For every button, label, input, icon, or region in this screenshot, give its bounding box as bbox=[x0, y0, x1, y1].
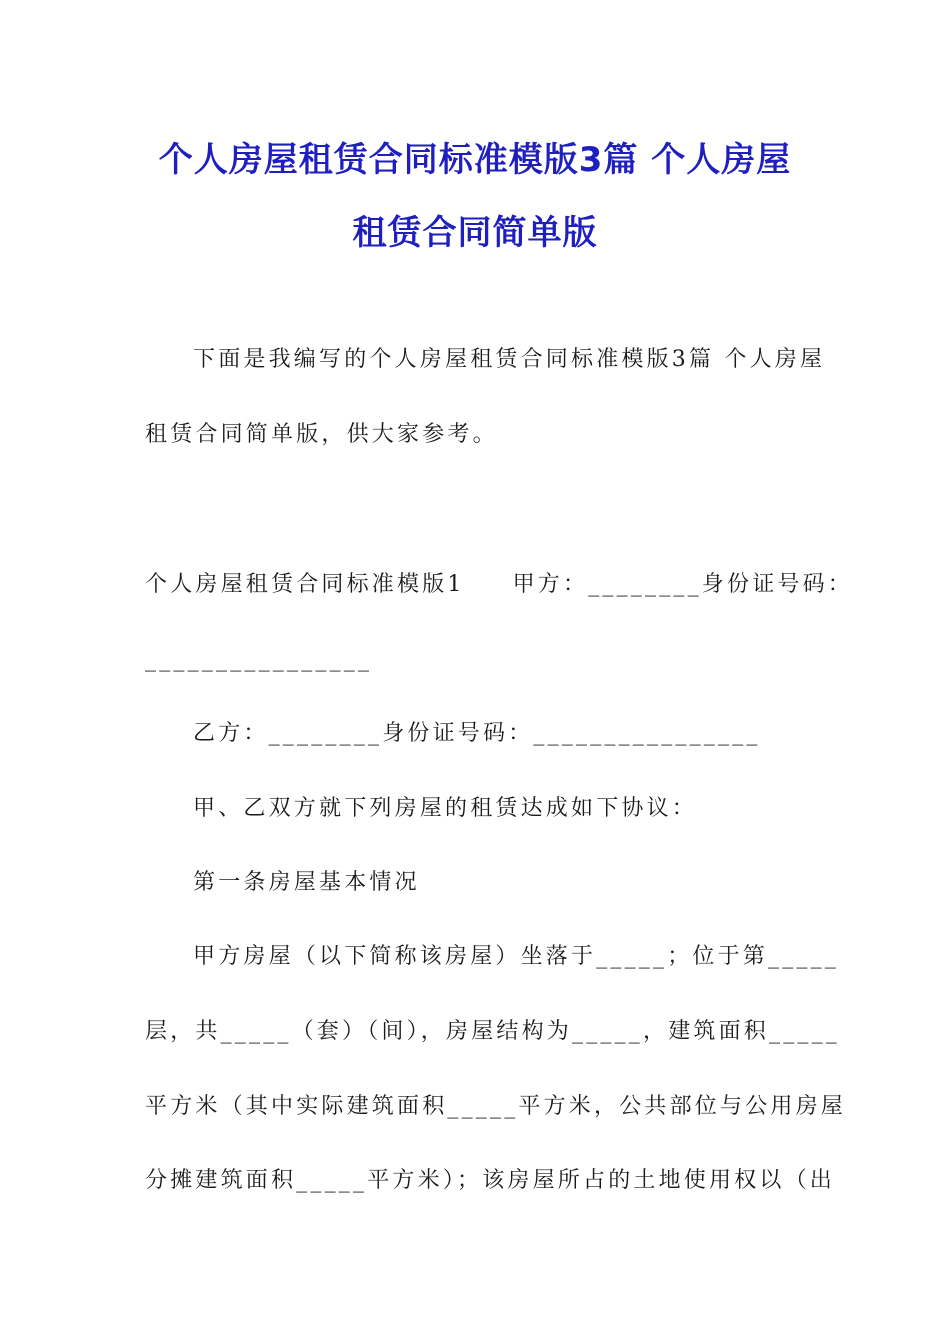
contract-heading: 个人房屋租赁合同标准模版1 bbox=[145, 572, 465, 597]
contract-heading-row bbox=[145, 574, 853, 596]
article-1-title: 第一条房屋基本情况 bbox=[193, 870, 420, 895]
party-a-id-blank: ________________ bbox=[145, 647, 373, 672]
party-b-line: 乙方：________身份证号码：________________ bbox=[193, 721, 761, 746]
document-title-line-2: 租赁合同简单版 bbox=[352, 213, 598, 253]
article-1-line-4: 分摊建筑面积_____平方米）；该房屋所占的土地使用权以（出 bbox=[145, 1168, 836, 1193]
article-1-line-3: 平方米（其中实际建筑面积_____平方米，公共部位与公用房屋 bbox=[145, 1094, 847, 1119]
article-1-line-1: 甲方房屋（以下简称该房屋）坐落于_____；位于第_____ bbox=[193, 944, 840, 969]
agreement-line: 甲、乙双方就下列房屋的租赁达成如下协议： bbox=[193, 796, 698, 821]
party-a-line: 甲方：________身份证号码： bbox=[512, 572, 854, 597]
article-1-line-2: 层，共_____（套）（间），房屋结构为_____，建筑面积_____ bbox=[145, 1019, 841, 1044]
intro-line-1: 下面是我编写的个人房屋租赁合同标准模版3篇 个人房屋 bbox=[193, 347, 826, 372]
document-title-line-1: 个人房屋租赁合同标准模版3篇 个人房屋 bbox=[158, 140, 792, 180]
intro-line-2: 租赁合同简单版，供大家参考。 bbox=[145, 422, 498, 447]
